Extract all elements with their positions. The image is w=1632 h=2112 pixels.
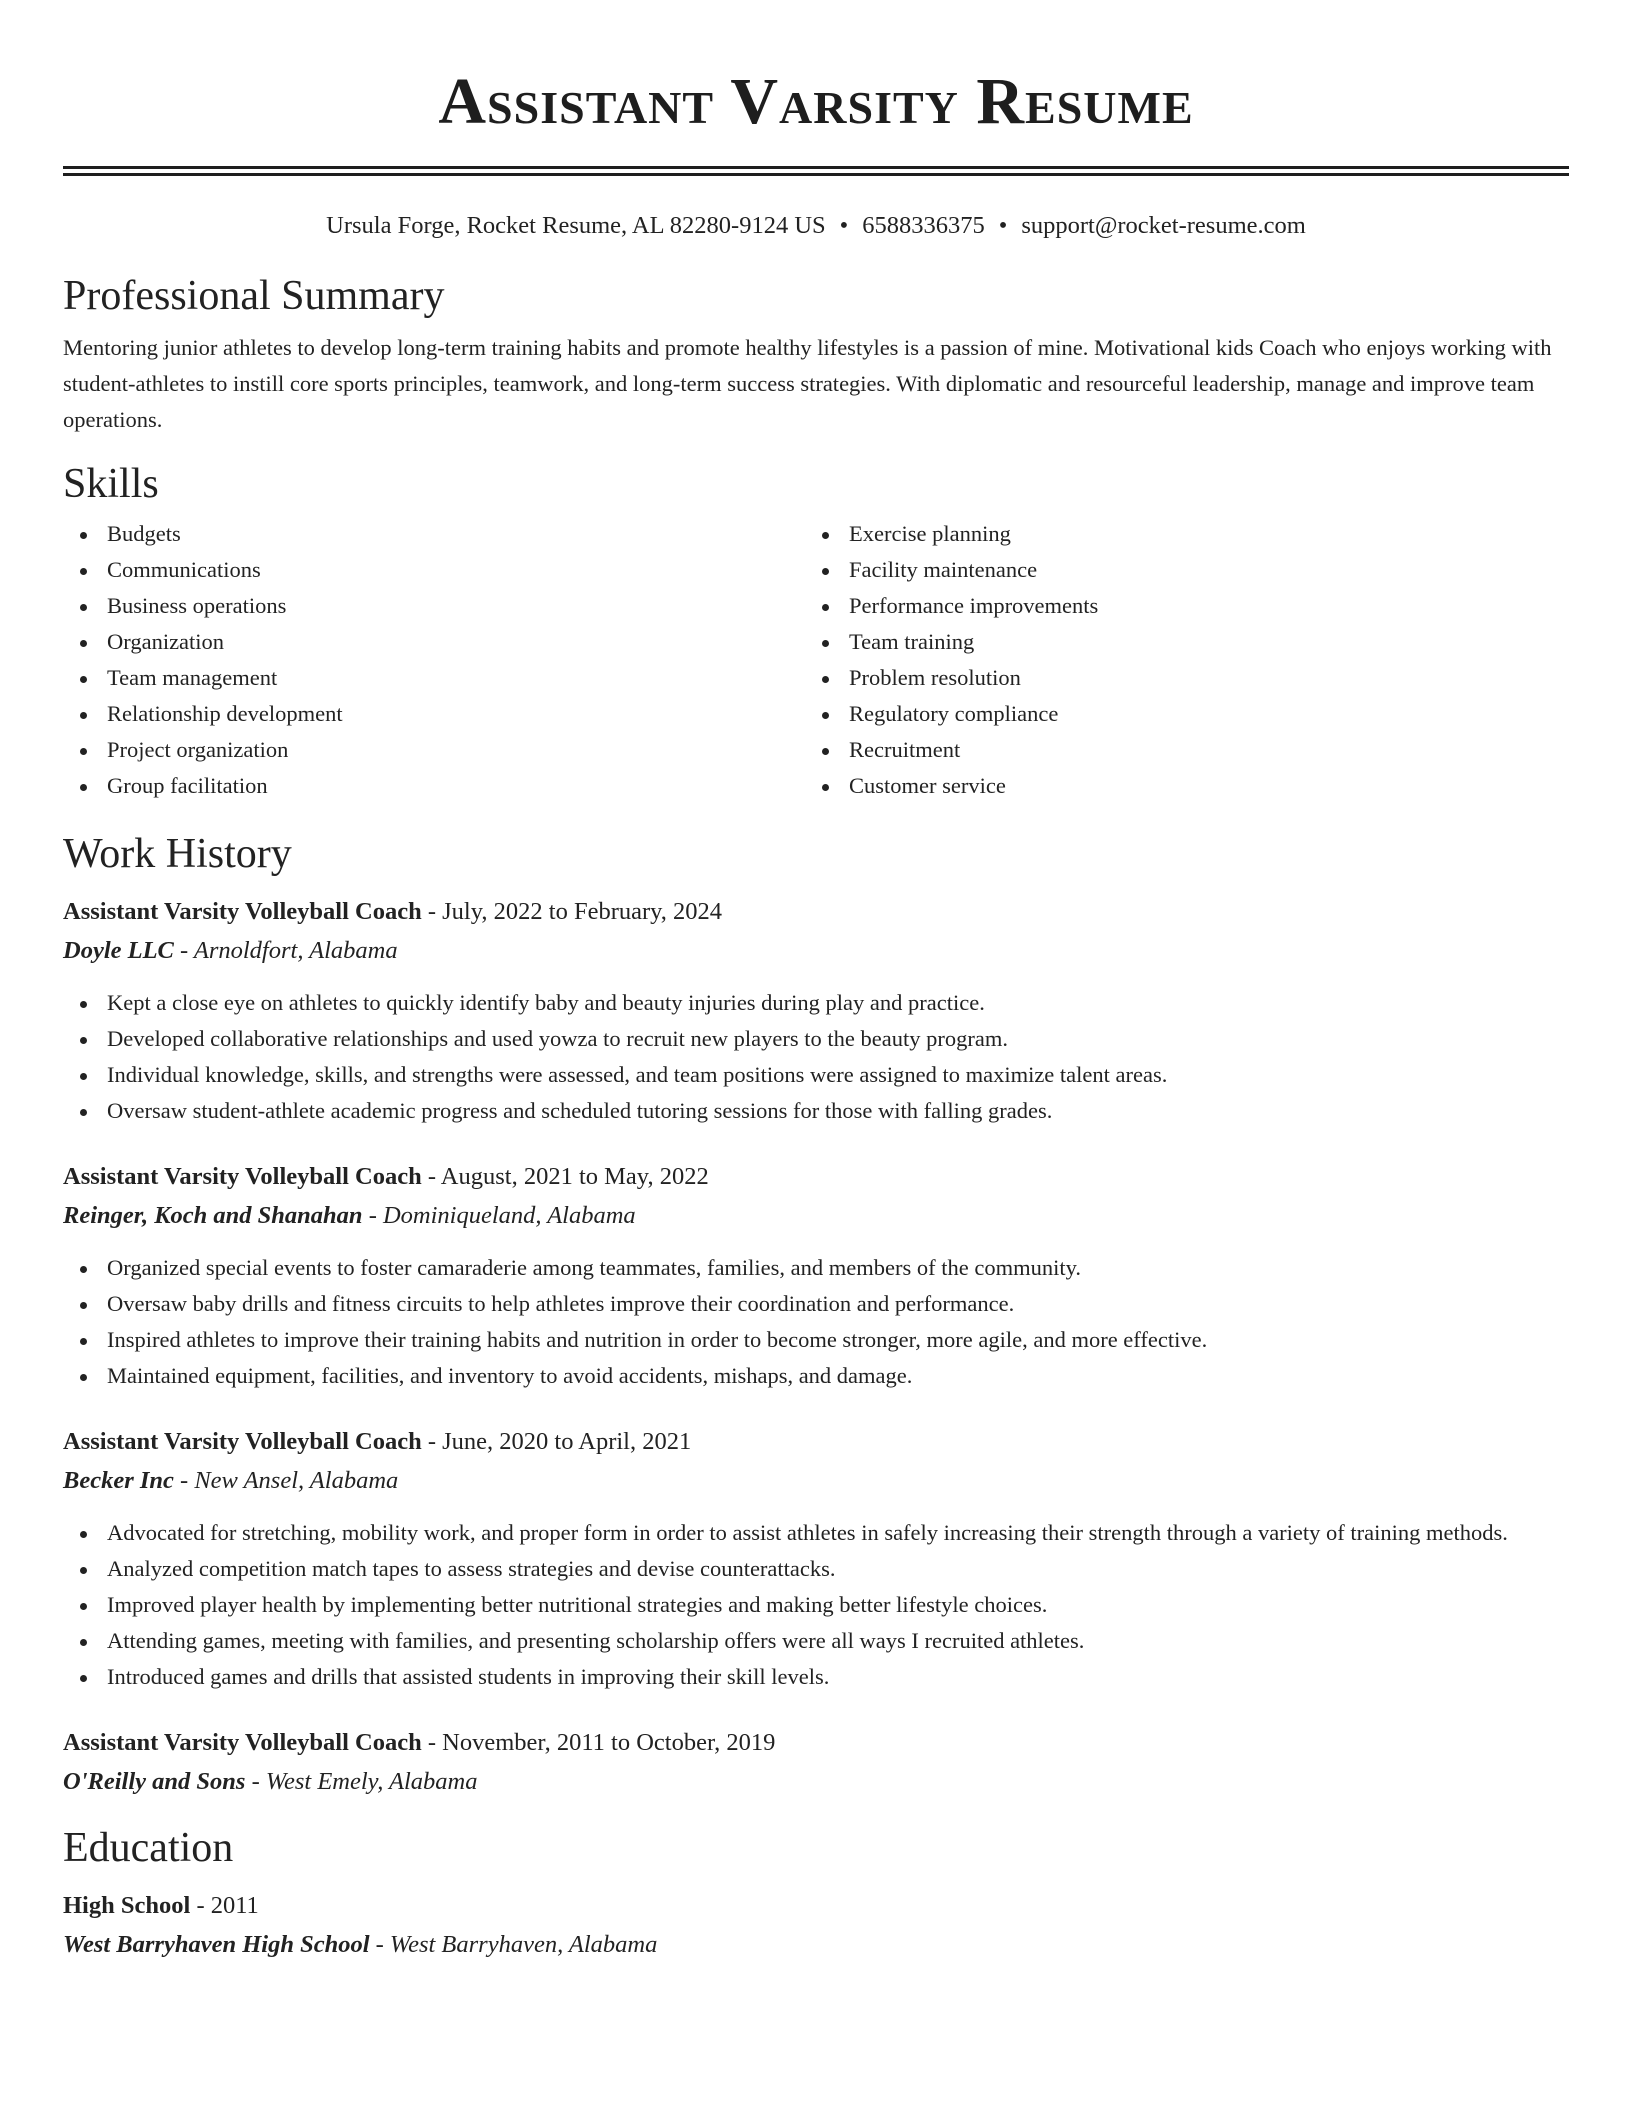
contact-separator: •	[998, 212, 1008, 239]
education-school: West Barryhaven High School	[63, 1931, 370, 1958]
skill-item: Team management	[63, 660, 805, 696]
education-location: - West Barryhaven, Alabama	[369, 1931, 658, 1958]
job-entry	[63, 1424, 1569, 1695]
skill-item: Project organization	[63, 732, 805, 768]
skill-item: Budgets	[63, 516, 805, 552]
job-title-line	[63, 1424, 1569, 1460]
job-company-line	[63, 1463, 1569, 1499]
education-heading: Education	[63, 1825, 234, 1871]
job-company-line	[63, 933, 1569, 969]
skill-item: Business operations	[63, 588, 805, 624]
job-bullet: Developed collaborative relationships and used yowza to recruit new players to the beauty program.	[63, 1021, 1569, 1057]
skills-list	[63, 516, 1569, 804]
skill-item: Regulatory compliance	[805, 696, 1547, 732]
job-bullets	[63, 985, 1569, 1129]
education-school-line	[63, 1927, 1569, 1963]
job-company: Becker Inc	[63, 1467, 174, 1494]
education-entry	[63, 1888, 1569, 1963]
job-bullets	[63, 1515, 1569, 1695]
summary-heading: Professional Summary	[63, 273, 445, 319]
job-title-line	[63, 894, 1569, 930]
job-company: Reinger, Koch and Shanahan	[63, 1202, 363, 1229]
job-company: O'Reilly and Sons	[63, 1768, 246, 1795]
skill-item: Exercise planning	[805, 516, 1547, 552]
job-dates: - August, 2021 to May, 2022	[421, 1163, 709, 1190]
skills-column-right	[805, 516, 1547, 804]
contact-phone: 6588336375	[862, 212, 985, 239]
skill-item: Performance improvements	[805, 588, 1547, 624]
skills-heading: Skills	[63, 461, 159, 507]
skills-column-left	[63, 516, 805, 804]
contact-address: Ursula Forge, Rocket Resume, AL 82280-9124 US	[326, 212, 826, 239]
contact-separator: •	[839, 212, 849, 239]
job-title: Assistant Varsity Volleyball Coach	[63, 1428, 422, 1455]
job-title: Assistant Varsity Volleyball Coach	[63, 1729, 422, 1756]
job-bullet: Inspired athletes to improve their training habits and nutrition in order to become stronger, more agile, and more effective.	[63, 1322, 1569, 1358]
job-bullet: Analyzed competition match tapes to assess strategies and devise counterattacks.	[63, 1551, 1569, 1587]
skill-item: Communications	[63, 552, 805, 588]
contact-email[interactable]: support@rocket-resume.com	[1021, 212, 1306, 239]
job-bullet: Oversaw baby drills and fitness circuits to help athletes improve their coordination and performance.	[63, 1286, 1569, 1322]
contact-line	[63, 210, 1569, 242]
job-bullet: Improved player health by implementing better nutritional strategies and making better lifestyle choices.	[63, 1587, 1569, 1623]
job-company-line	[63, 1198, 1569, 1234]
job-bullet: Organized special events to foster camaraderie among teammates, families, and members of the community.	[63, 1250, 1569, 1286]
title-divider	[63, 166, 1569, 176]
job-bullet: Oversaw student-athlete academic progress and scheduled tutoring sessions for those with falling grades.	[63, 1093, 1569, 1129]
education-year: - 2011	[190, 1892, 259, 1919]
job-company-line	[63, 1764, 1569, 1800]
job-title-line	[63, 1159, 1569, 1195]
skill-item: Organization	[63, 624, 805, 660]
skill-item: Customer service	[805, 768, 1547, 804]
skill-item: Relationship development	[63, 696, 805, 732]
job-bullets	[63, 1250, 1569, 1394]
job-dates: - July, 2022 to February, 2024	[421, 898, 723, 925]
summary-text: Mentoring junior athletes to develop long-term training habits and promote healthy lifestyles is a passion of mine. Motivational kids Coach who enjoys working with student-athletes to instill core sports principles, teamwork, and long-term success strategies. With diplomatic and resourceful leadership, manage and improve team operations.	[63, 335, 1552, 432]
job-bullet: Attending games, meeting with families, and presenting scholarship offers were all ways I recruited athletes.	[63, 1623, 1569, 1659]
skill-item: Problem resolution	[805, 660, 1547, 696]
skill-item: Facility maintenance	[805, 552, 1547, 588]
job-bullet: Kept a close eye on athletes to quickly identify baby and beauty injuries during play and practice.	[63, 985, 1569, 1021]
job-bullet: Maintained equipment, facilities, and inventory to avoid accidents, mishaps, and damage.	[63, 1358, 1569, 1394]
skill-item: Group facilitation	[63, 768, 805, 804]
job-company: Doyle LLC	[63, 937, 174, 964]
job-bullet: Introduced games and drills that assisted students in improving their skill levels.	[63, 1659, 1569, 1695]
job-title-line	[63, 1725, 1569, 1761]
skill-item: Team training	[805, 624, 1547, 660]
job-bullet: Advocated for stretching, mobility work, and proper form in order to assist athletes in safely increasing their strength through a variety of training methods.	[63, 1515, 1569, 1551]
job-location: - Dominiqueland, Alabama	[362, 1202, 636, 1229]
job-location: - West Emely, Alabama	[245, 1768, 478, 1795]
education-degree-line	[63, 1888, 1569, 1924]
job-entry	[63, 894, 1569, 1129]
job-title: Assistant Varsity Volleyball Coach	[63, 898, 422, 925]
skill-item: Recruitment	[805, 732, 1547, 768]
job-bullet: Individual knowledge, skills, and strengths were assessed, and team positions were assigned to maximize talent areas.	[63, 1057, 1569, 1093]
education-degree: High School	[63, 1892, 191, 1919]
job-entry	[63, 1725, 1569, 1800]
job-entry	[63, 1159, 1569, 1394]
work-history-heading: Work History	[63, 831, 292, 877]
job-dates: - November, 2011 to October, 2019	[421, 1729, 776, 1756]
job-location: - Arnoldfort, Alabama	[173, 937, 398, 964]
job-dates: - June, 2020 to April, 2021	[421, 1428, 692, 1455]
job-title: Assistant Varsity Volleyball Coach	[63, 1163, 422, 1190]
job-location: - New Ansel, Alabama	[173, 1467, 399, 1494]
resume-title: Assistant Varsity Resume	[438, 65, 1194, 138]
